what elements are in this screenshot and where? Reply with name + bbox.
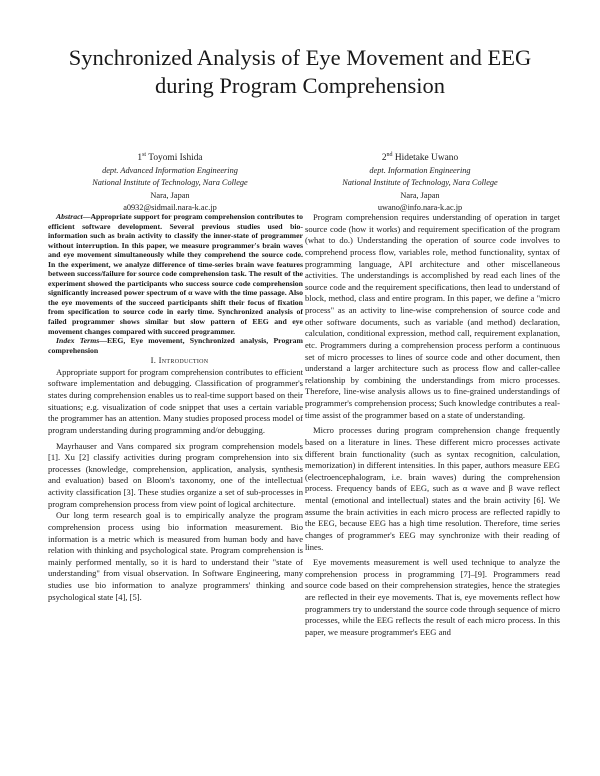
author-ordinal-suffix: st [142, 152, 147, 158]
abstract-text: Appropriate support for program comprehension contributes to efficient software development. Several previous studies used bio-information such as brain activity to classify the inner-state of programmer without interruption. In this paper, we measure programmer's brain waves and eye movement simultaneously while they comprehend the source code. In the experiment, we analyze difference of time-series brain wave features between success/failure for source code comprehension task. The result of the experiment showed the participants who success source code comprehension significantly increased power spectrum of α wave with the time passage. Also the eye movements of the succeed participants shift their focus of fixation from specification to source code in early time. Synchronized analysis of failed programmer shows similar but slow pattern of EEG and eye movement changes compared with succeed programmer. [48, 212, 303, 336]
author-location: Nara, Japan [400, 190, 440, 200]
index-terms-dash: — [99, 336, 107, 346]
section-numeral: I. [150, 355, 157, 366]
paragraph: Mayrhauser and Vans compared six program comprehension models [1]. Xu [2] classify activities during program comprehension into six processes (knowledge, comprehension, application, analysis, synthesis and evaluation) based on Bloom's taxonomy, one of the intellectual activity classification [3]. These studies organize a set of sub-processes in program comprehension process from view point of logical architecture. [48, 440, 303, 509]
author-email[interactable]: a0932@sidmail.nara-k.ac.jp [123, 202, 217, 212]
index-terms-label: Index Terms [56, 336, 100, 346]
author-institution: National Institute of Technology, Nara College [92, 178, 248, 188]
index-terms [48, 336, 303, 355]
author-location: Nara, Japan [150, 190, 190, 200]
author-dept: dept. Advanced Information Engineering [102, 166, 238, 176]
author-ordinal-suffix: nd [386, 152, 393, 158]
author-block-1 [40, 148, 300, 214]
title-line-1: Synchronized Analysis of Eye Movement and EEG [68, 45, 532, 70]
section-title: Introduction [158, 355, 209, 366]
section-heading-introduction [48, 355, 303, 367]
author-name [40, 148, 300, 165]
abstract [48, 212, 303, 336]
author-name-text: Toyomi Ishida [148, 153, 203, 164]
author-ordinal: 1 [137, 153, 143, 164]
author-institution: National Institute of Technology, Nara College [342, 178, 498, 188]
author-name [290, 148, 550, 165]
paper-title [40, 44, 560, 100]
index-terms-text: EEG, Eye movement, Synchronized analysis, Program comprehension [48, 336, 303, 355]
author-block-2 [290, 148, 550, 214]
author-ordinal: 2 [381, 153, 387, 164]
author-email[interactable]: uwano@info.nara-k.ac.jp [377, 202, 463, 212]
paragraph: Program comprehension requires understanding of operation in target source code (how it works) and requirement specification of the program (what to do.) Understanding the operation of source code involves to comprehend process flow, variables role, method functionality, syntax of programming language, API architecture and other miscellaneous activities. The understandings is accomplished by read each lines of the source code and the requirement specifications, then lead to understand of block, method, class and entire program. In this paper, we define a "micro process" as an activity to line-wise comprehension of source code and other software documents, such as variable (and method) declaration, calculation, conditional expression, method call, requirement explanation, etc. Programmers during a comprehension process perform a continuous set of micro processes to lines of source code and other document, then understand a larger architecture such as process flow and caller-callee relationship by combining the understandings from micro processes. Therefore, line-wise analysis allows us to fine-grained understandings of programmer's comprehension process; Such knowledge contributes a real-time assist of the programmer based on a state of understanding. [305, 212, 560, 420]
left-column [48, 212, 303, 603]
author-name-text: Hidetake Uwano [394, 153, 459, 164]
right-column [305, 212, 560, 639]
abstract-dash: — [82, 212, 91, 221]
author-dept: dept. Information Engineering [369, 166, 471, 176]
paragraph: Micro processes during program comprehension change frequently based on a literature in lines. These different micro processes activate different brain functionality (such as syntax recognition, calculation, memorization) in different intensities. In this paper, authors measure EEG (electroencephalogram, i.e. brain waves) during the comprehension process. Frequency bands of EEG, such as α wave and β wave reflect mental (emotional and intellectual) states and the brain activity [6]. We assume the brain activities in each micro process are reflected rapidly to the EEG, because EEG has a high time resolution. Therefore, time series changes of programmer's EEG may synchronize with their reading of lines. [305, 425, 560, 552]
title-line-2: during Program Comprehension [155, 73, 445, 98]
paragraph: Appropriate support for program comprehension contributes to efficient software implementation and debugging. Classification of programmer's states during comprehension enables us to real-time support based on their situations; e.g. visualization of code snippet that uses a certain variable the programmer has an attention. Many studies proposed process model of program understanding during programming and/or debugging. [48, 366, 303, 435]
paragraph: Eye movements measurement is well used technique to analyze the comprehension process in programming [7]–[9]. Programmers read source code based on their comprehension strategies, hence the strategies are reflected in their eye movements. That is, eye movements reflect how programmers try to understand the source code through sequence of micro processes, while the EEG reflects the result of each micro process. In this paper, we measure programmer's EEG and [305, 557, 560, 637]
paragraph: Our long term research goal is to empirically analyze the program comprehension process using bio information measurement. Bio information is a metric which is measured from human body and have relation with thinking and psychological state. Program comprehension is mainly performed mentally, so it is hard to understand their "state of understanding" from visual observation. In Software Engineering, many studies use bio information to analyze programmers' thinking and psychological state [4], [5]. [48, 510, 303, 602]
abstract-label: Abstract [56, 212, 83, 221]
